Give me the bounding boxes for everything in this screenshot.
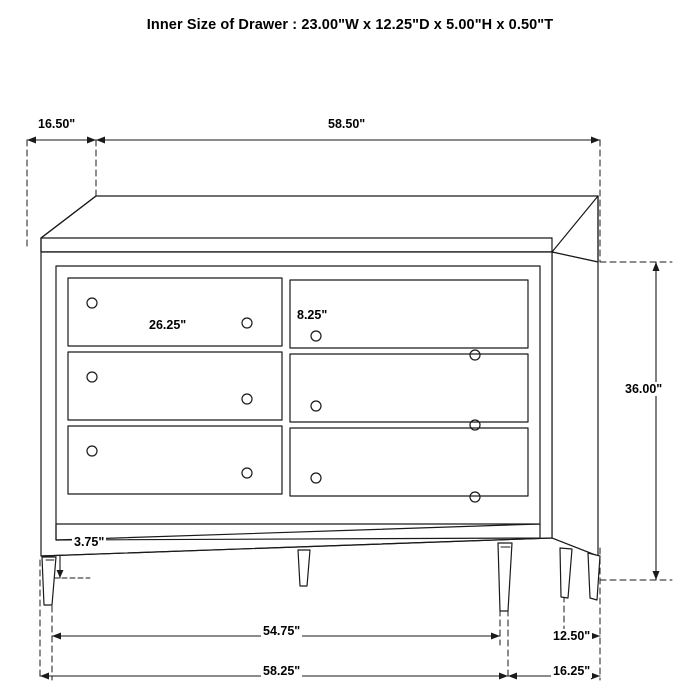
arrow-depth-top-left: [27, 137, 36, 144]
dim-label-leg-height: 3.75": [74, 535, 105, 549]
arrow-height-top: [653, 262, 660, 271]
arrow-depth-outer-right: [591, 673, 600, 680]
arrow-base-outer-left: [40, 673, 49, 680]
arrow-depth-outer-left: [508, 673, 517, 680]
dim-label-base-outer: 58.25": [263, 664, 301, 678]
leg-front-right: [498, 543, 512, 611]
dim-label-drawer-height: 8.25": [297, 308, 328, 322]
arrow-width-top-right: [591, 137, 600, 144]
arrow-height-bottom: [653, 571, 660, 580]
arrow-base-outer-right: [499, 673, 508, 680]
leg-center-front: [298, 550, 310, 586]
dim-label-depth-top: 16.50": [38, 117, 76, 131]
dim-label-base-inner: 54.75": [263, 624, 301, 638]
page-title: Inner Size of Drawer : 23.00"W x 12.25"D x 5.00"H x 0.50"T: [146, 17, 554, 33]
leg-back-right: [560, 548, 572, 598]
arrow-depth-top-right: [87, 137, 96, 144]
dim-label-width-top: 58.50": [328, 117, 366, 131]
arrow-base-inner-left: [52, 633, 61, 640]
leg-front-left: [42, 557, 56, 605]
cabinet-right-side: [552, 252, 598, 556]
arrow-leg-bottom: [57, 570, 64, 578]
leg-back-right-outer: [588, 553, 600, 600]
dim-label-depth-inner: 12.50": [553, 629, 591, 643]
dim-label-depth-outer: 16.25": [553, 664, 591, 678]
arrow-base-inner-right: [491, 633, 500, 640]
dim-label-drawer-width: 26.25": [149, 318, 187, 332]
arrow-width-top-left: [96, 137, 105, 144]
arrow-depth-inner-right: [591, 633, 600, 640]
dim-label-height-right: 36.00": [625, 382, 663, 396]
